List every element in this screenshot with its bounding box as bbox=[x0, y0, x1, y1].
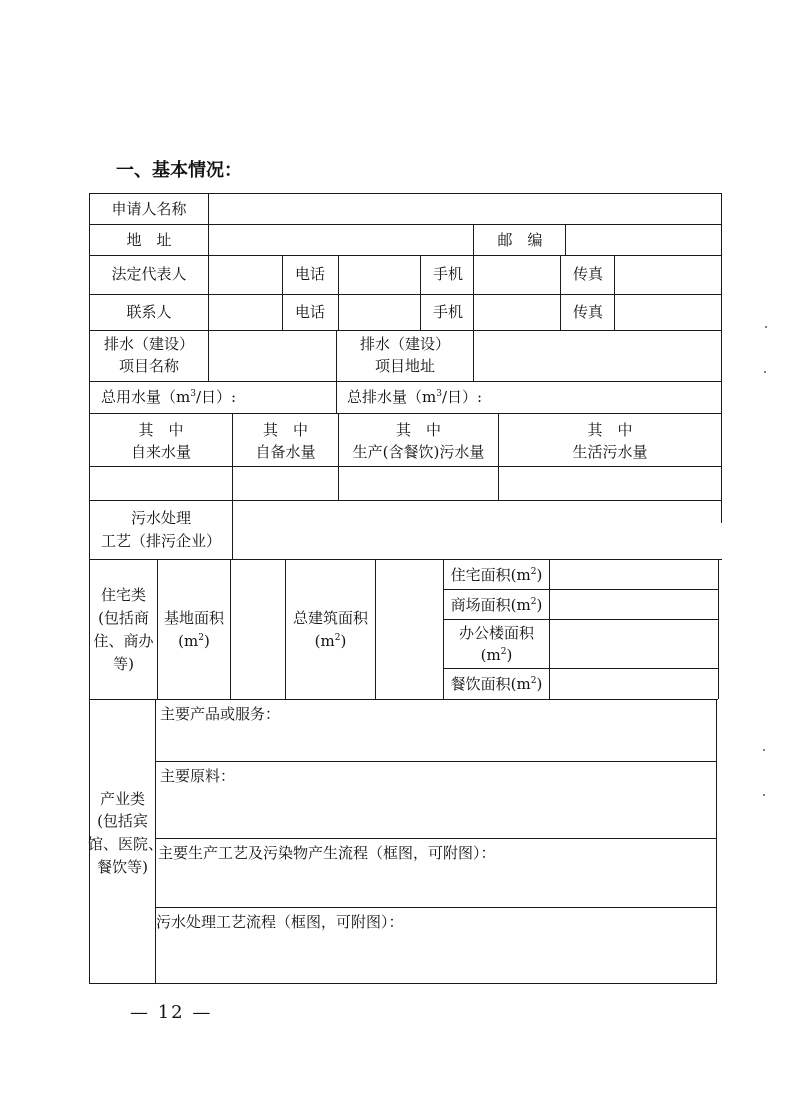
scan-dot bbox=[765, 326, 767, 328]
residential-label-line1: 住宅类 bbox=[100, 586, 146, 604]
base-area-field[interactable] bbox=[231, 560, 284, 698]
catering-area-label: 餐饮面积$(m^2)$ bbox=[450, 675, 543, 693]
contact-fax-label: 传真 bbox=[572, 303, 603, 321]
contact-phone-field[interactable] bbox=[339, 295, 419, 329]
office-area-unit: $(m^2)$ bbox=[480, 646, 513, 664]
drain-project-name-label-line1: 排水（建设） bbox=[103, 335, 194, 353]
drain-project-name-field[interactable] bbox=[209, 331, 335, 380]
total-floor-area-field[interactable] bbox=[376, 560, 442, 698]
industry-label-line1: 产业类 bbox=[99, 790, 145, 808]
self-water-label: 自备水量 bbox=[255, 443, 316, 461]
office-area-label: 办公楼面积 bbox=[458, 624, 534, 642]
drain-project-addr-label-line2: 项目地址 bbox=[374, 357, 435, 375]
tap-water-field[interactable] bbox=[90, 467, 231, 499]
domestic-sewage-label: 生活污水量 bbox=[572, 443, 648, 461]
self-water-field[interactable] bbox=[233, 467, 337, 499]
postcode-field[interactable] bbox=[566, 225, 720, 254]
main-process-label: 主要生产工艺及污染物产生流程（框图，可附图）： bbox=[158, 844, 496, 862]
legal-rep-phone-label: 电话 bbox=[294, 265, 325, 283]
total-drain-label[interactable]: 总排水量（$m^3/$日）: bbox=[347, 388, 483, 406]
drain-project-addr-field[interactable] bbox=[474, 331, 720, 380]
postcode-label: 邮 编 bbox=[497, 231, 543, 249]
contact-phone-label: 电话 bbox=[294, 303, 325, 321]
tap-water-label: 自来水量 bbox=[130, 443, 191, 461]
industry-label-line2: (包括宾 bbox=[97, 812, 148, 830]
residential-label-line4: 等) bbox=[113, 655, 134, 673]
catering-area-field[interactable] bbox=[550, 669, 717, 698]
base-area-label: 基地面积 bbox=[163, 609, 224, 627]
production-sewage-field[interactable] bbox=[339, 467, 497, 499]
legal-rep-phone-field[interactable] bbox=[339, 256, 419, 293]
contact-field[interactable] bbox=[209, 295, 281, 329]
drain-project-addr-label-line1: 排水（建设） bbox=[359, 335, 450, 353]
mall-area-label: 商场面积$(m^2)$ bbox=[450, 596, 543, 614]
residential-area-field[interactable] bbox=[550, 560, 717, 588]
sewage-process-label-line2: 工艺（排污企业） bbox=[100, 532, 221, 550]
industry-label-line3: 馆、医院、 bbox=[88, 835, 164, 853]
applicant-name-field[interactable] bbox=[209, 194, 720, 223]
legal-rep-field[interactable] bbox=[209, 256, 281, 293]
contact-label: 联系人 bbox=[126, 303, 172, 321]
industry-label-line4: 餐饮等) bbox=[97, 858, 148, 876]
legal-rep-fax-label: 传真 bbox=[572, 265, 603, 283]
total-floor-area-unit: $(m^2)$ bbox=[314, 632, 347, 650]
residential-area-label: 住宅面积$(m^2)$ bbox=[450, 566, 543, 584]
legal-rep-mobile-field[interactable] bbox=[474, 256, 559, 293]
main-process-field[interactable] bbox=[156, 864, 715, 906]
page-number: — 12 — bbox=[130, 1002, 213, 1023]
scan-dot bbox=[764, 371, 766, 373]
residential-label-line3: 住、商办 bbox=[93, 632, 154, 650]
main-products-label: 主要产品或服务： bbox=[160, 705, 281, 723]
drain-project-name-label-line2: 项目名称 bbox=[118, 357, 179, 375]
sewage-process-field[interactable] bbox=[233, 501, 720, 558]
legal-rep-label: 法定代表人 bbox=[111, 265, 187, 283]
production-sewage-label: 生产(含餐饮)污水量 bbox=[352, 443, 485, 461]
applicant-name-label: 申请人名称 bbox=[111, 200, 187, 218]
mall-area-field[interactable] bbox=[550, 590, 717, 618]
base-area-unit: $(m^2)$ bbox=[178, 632, 210, 650]
total-floor-area-label: 总建筑面积 bbox=[292, 609, 368, 627]
residential-label-line2: (包括商 bbox=[98, 609, 149, 627]
domestic-sewage-field[interactable] bbox=[499, 467, 720, 499]
legal-rep-mobile-label: 手机 bbox=[432, 265, 463, 283]
self-water-qizhong: 其 中 bbox=[262, 421, 308, 439]
contact-mobile-field[interactable] bbox=[474, 295, 559, 329]
tap-water-qizhong: 其 中 bbox=[138, 421, 184, 439]
production-sewage-qizhong: 其 中 bbox=[395, 421, 441, 439]
domestic-sewage-qizhong: 其 中 bbox=[587, 421, 633, 439]
scan-dot bbox=[763, 794, 765, 796]
sewage-process-label-line1: 污水处理 bbox=[130, 509, 191, 527]
scan-dot bbox=[763, 749, 765, 751]
sewage-flow-field[interactable] bbox=[156, 933, 715, 982]
address-field[interactable] bbox=[209, 225, 472, 254]
office-area-field[interactable] bbox=[550, 620, 717, 667]
total-water-use-label[interactable]: 总用水量（$m^3/$日）: bbox=[101, 388, 237, 406]
sewage-flow-label: 污水处理工艺流程（框图，可附图）： bbox=[156, 913, 404, 931]
main-products-field[interactable] bbox=[156, 725, 715, 760]
main-materials-label: 主要原料： bbox=[160, 767, 236, 785]
legal-rep-fax-field[interactable] bbox=[615, 256, 720, 293]
section-heading: 一、基本情况： bbox=[116, 160, 242, 181]
main-materials-field[interactable] bbox=[156, 787, 715, 837]
contact-mobile-label: 手机 bbox=[432, 303, 463, 321]
address-label: 地 址 bbox=[126, 231, 172, 249]
contact-fax-field[interactable] bbox=[615, 295, 720, 329]
